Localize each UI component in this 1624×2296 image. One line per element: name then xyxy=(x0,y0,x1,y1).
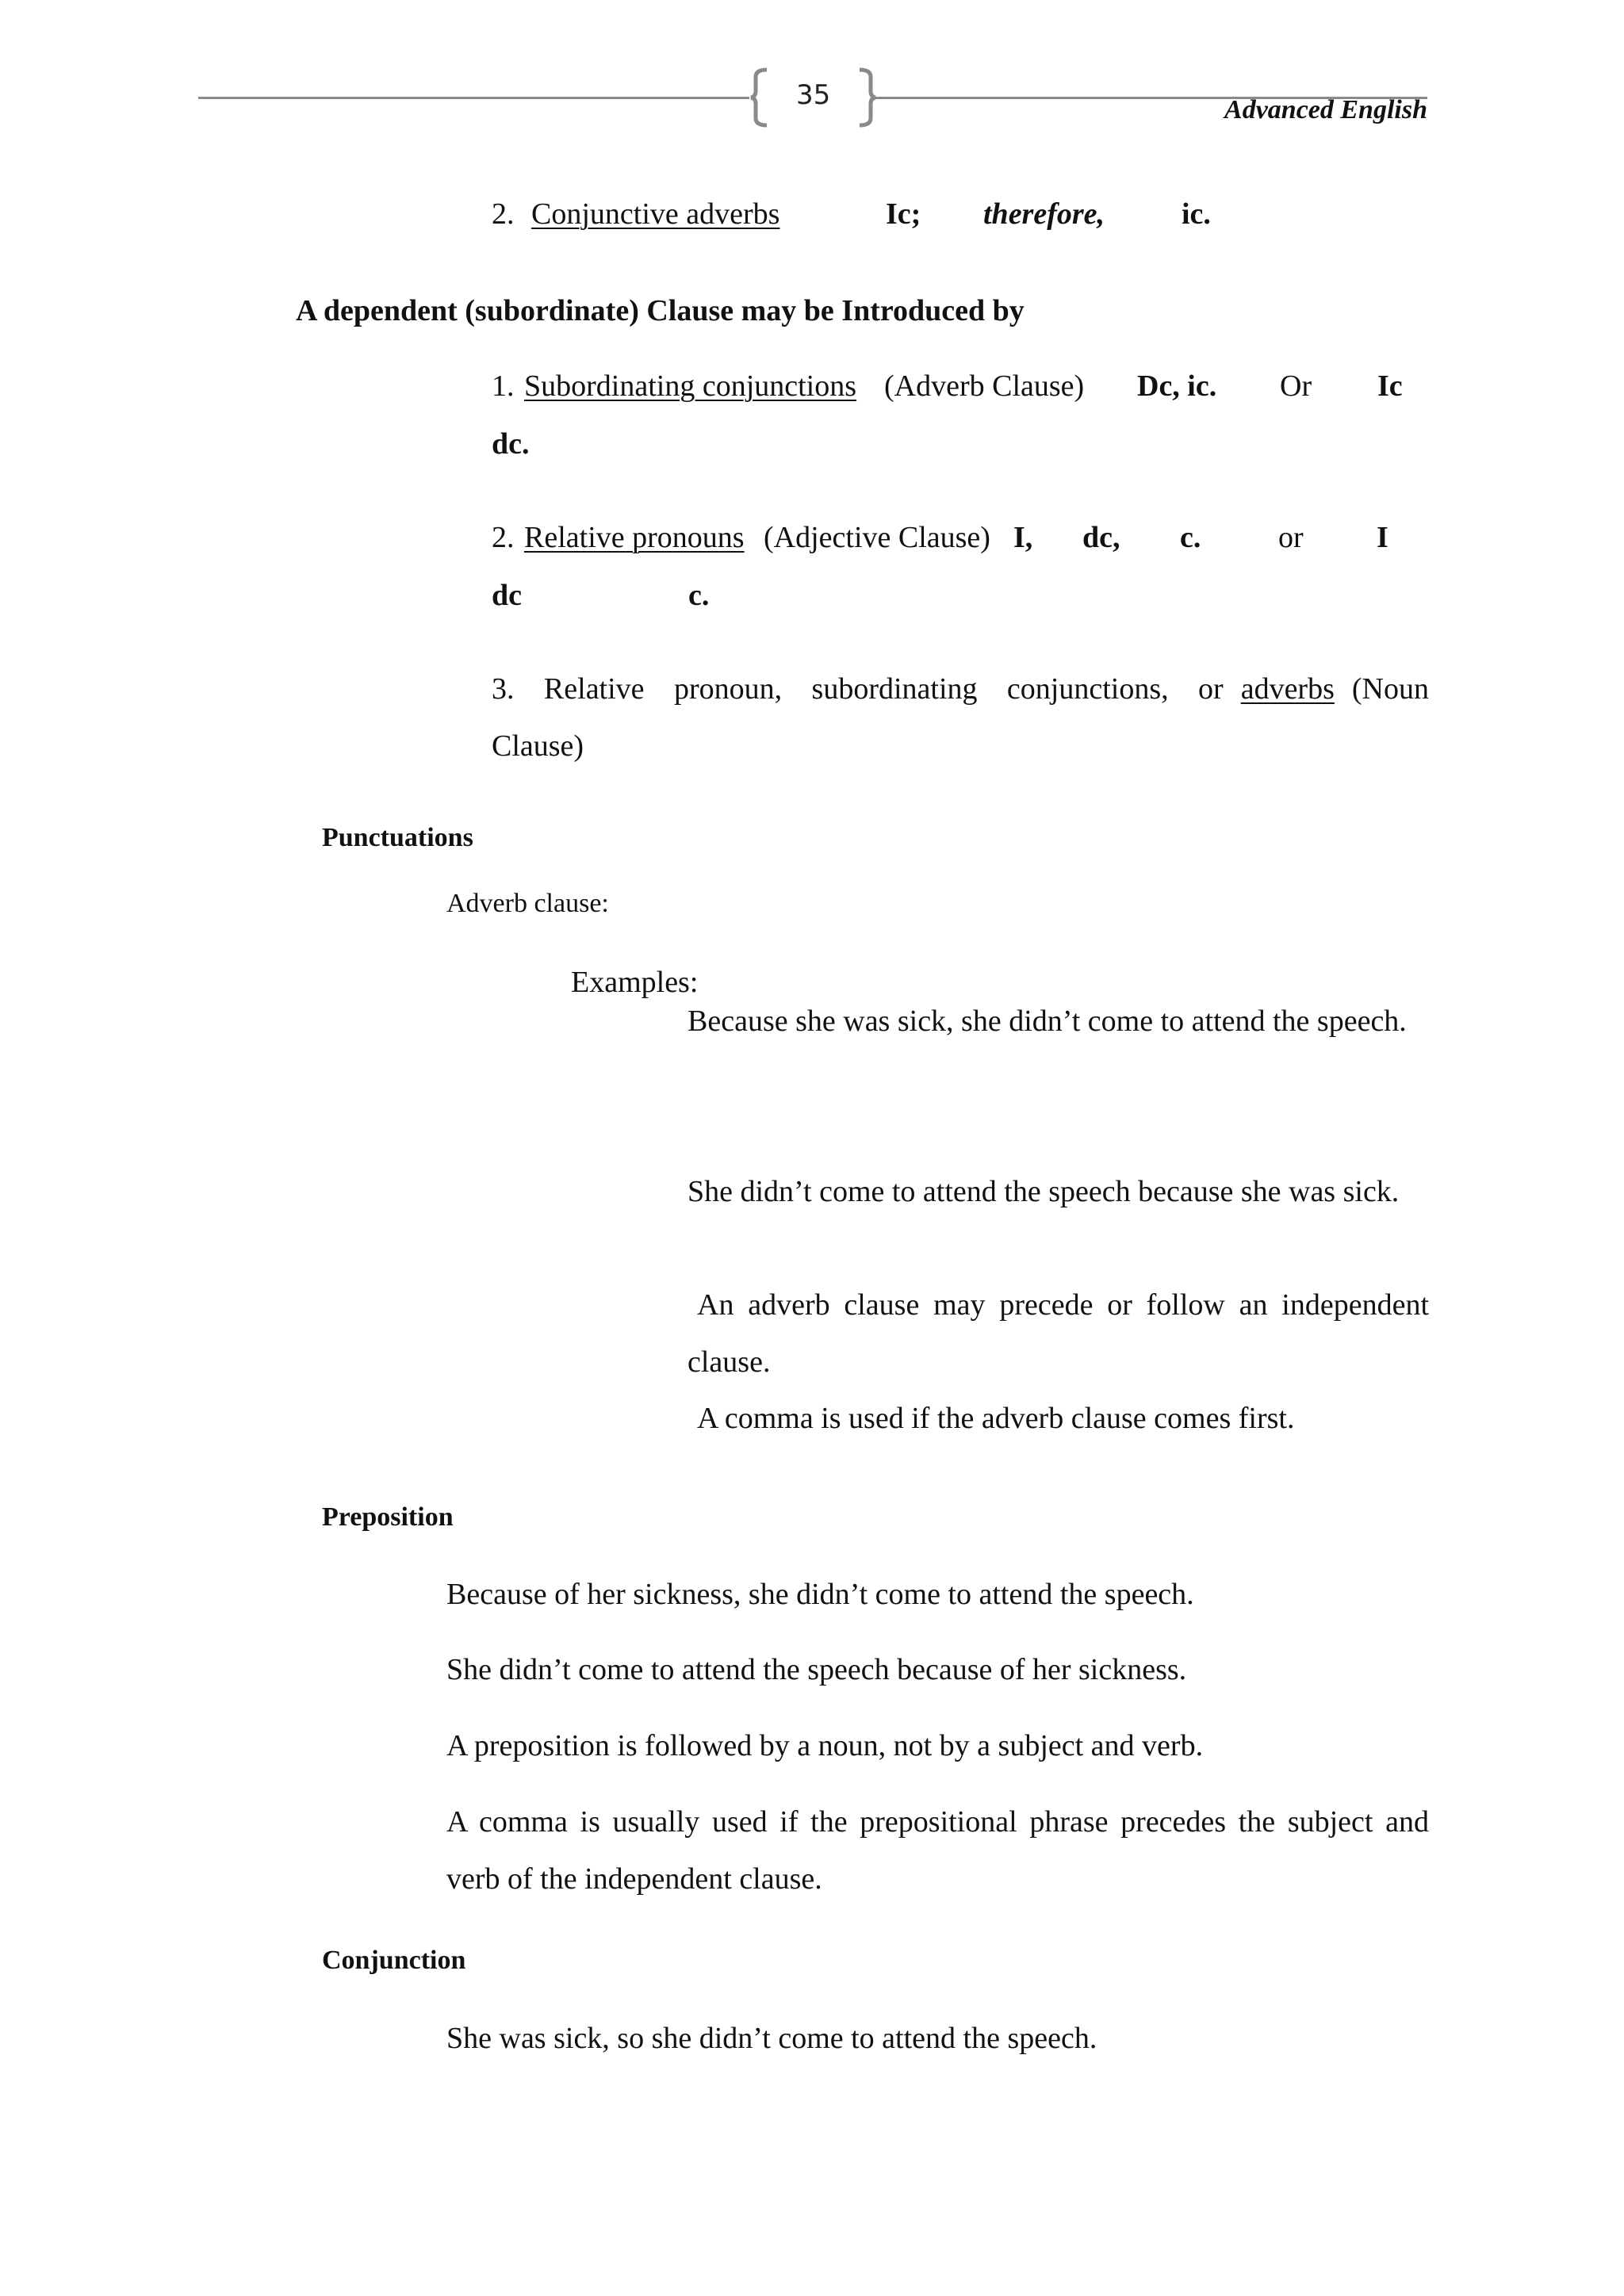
subordinating-conjunctions-label: Subordinating conjunctions xyxy=(524,369,857,403)
noun-clause-line-2: Clause) xyxy=(492,729,584,763)
note-adverb-position: An adverb clause may precede or follow an independent clause. xyxy=(688,1288,1429,1379)
left-brace-icon xyxy=(749,67,770,128)
adverbs-label: adverbs xyxy=(1240,672,1335,706)
clause-type: (Adjective Clause) xyxy=(764,521,990,554)
dependent-clause-heading: A dependent (subordinate) Clause may be Introduced by xyxy=(296,294,1025,327)
pattern-ic: Ic xyxy=(1377,369,1403,403)
preposition-example-2: She didn’t come to attend the speech because of her sickness. xyxy=(446,1653,1187,1686)
relative-pronouns-label: Relative pronouns xyxy=(524,521,745,554)
noun-clause-line-1 xyxy=(492,672,1429,708)
pattern-dc: dc, xyxy=(1082,521,1120,554)
example-1: Because she was sick, she didn’t come to attend the speech. xyxy=(688,1004,1407,1038)
conjunctive-adverbs-label: Conjunctive adverbs xyxy=(531,197,780,231)
pattern-therefore: therefore, xyxy=(983,197,1105,231)
examples-label: Examples: xyxy=(571,966,699,999)
pattern-c: c. xyxy=(688,579,710,612)
adverb-clause-subheading: Adverb clause: xyxy=(446,889,609,918)
noun-clause-paren: (Noun xyxy=(1351,672,1429,706)
pattern-i: I xyxy=(1377,521,1388,554)
running-title: Advanced English xyxy=(1224,95,1427,124)
note-comma-rule: A comma is used if the adverb clause comes first. xyxy=(697,1402,1295,1435)
or-text: Or xyxy=(1280,369,1312,403)
right-brace-icon xyxy=(856,67,877,128)
pattern-dc: dc. xyxy=(492,427,530,461)
item-number: 2. xyxy=(492,521,515,554)
conjunction-heading: Conjunction xyxy=(322,1946,466,1975)
conjunction-example: She was sick, so she didn’t come to attend the speech. xyxy=(446,2022,1097,2055)
preposition-heading: Preposition xyxy=(322,1502,454,1532)
item-number: 1. xyxy=(492,369,515,403)
or-text: or xyxy=(1278,521,1304,554)
pattern-ic: ic. xyxy=(1182,197,1211,231)
preposition-rule: A preposition is followed by a noun, not by a subject and verb. xyxy=(446,1729,1204,1762)
pattern-dc-ic: Dc, ic. xyxy=(1137,369,1217,403)
preposition-example-1: Because of her sickness, she didn’t come to attend the speech. xyxy=(446,1578,1194,1611)
example-2: She didn’t come to attend the speech because she was sick. xyxy=(688,1175,1400,1208)
pattern-i: I, xyxy=(1013,521,1033,554)
pattern-c: c. xyxy=(1180,521,1201,554)
header-rule-left xyxy=(198,97,749,99)
page-number: 35 xyxy=(796,79,831,111)
pattern-dc: dc xyxy=(492,579,522,612)
pattern-ic-semicolon: Ic; xyxy=(886,197,921,231)
preposition-comma-rule: A comma is usually used if the prepositional phrase precedes the subject and verb of the independent clause. xyxy=(446,1805,1429,1896)
noun-clause-text: 3. Relative pronoun, subordinating conjunctions, or xyxy=(492,672,1224,706)
punctuations-heading: Punctuations xyxy=(322,823,473,852)
clause-type: (Adverb Clause) xyxy=(884,369,1085,403)
item-number: 2. xyxy=(492,197,515,231)
